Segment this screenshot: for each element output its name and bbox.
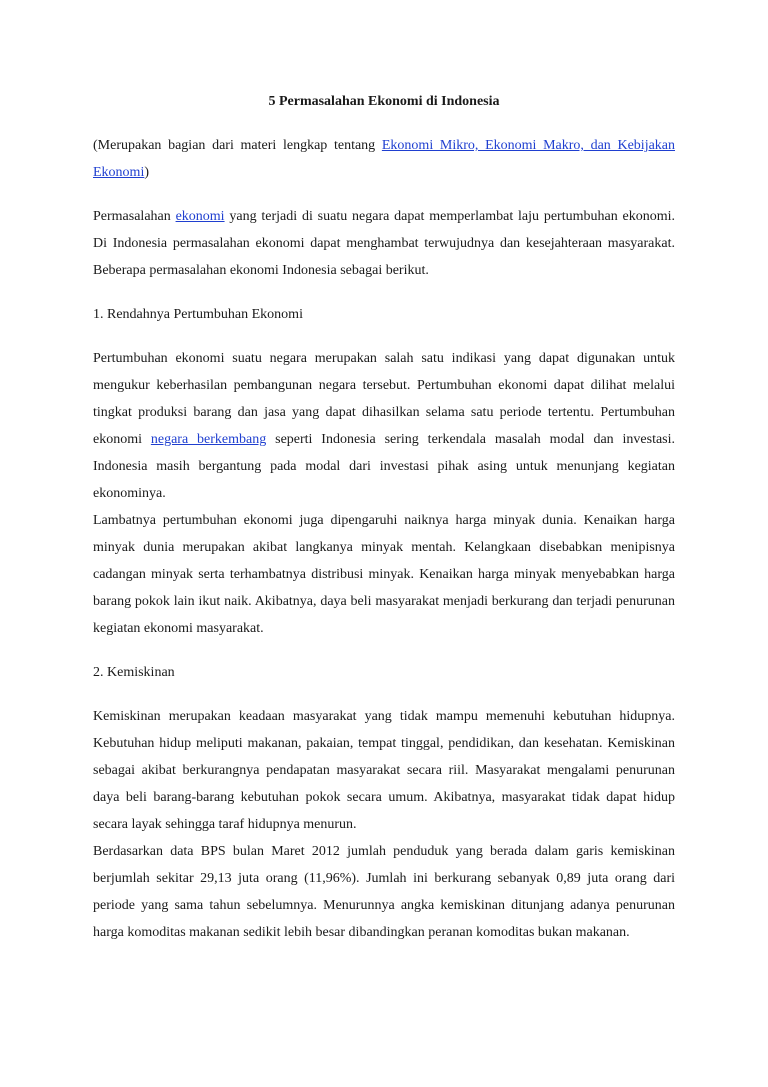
- document-page: [93, 88, 675, 963]
- section1-p1-after: seperti Indonesia sering terkendala masalah modal dan investasi. Indonesia masih bergantung pada modal dari investasi pihak asing untuk menunjang kegiatan ekonominya.: [93, 432, 676, 501]
- section-heading-pertumbuhan: 1. Rendahnya Pertumbuhan Ekonomi: [93, 307, 303, 322]
- section-heading-kemiskinan: 2. Kemiskinan: [93, 665, 175, 680]
- link-ekonomi[interactable]: ekonomi: [175, 209, 225, 224]
- section1-p1-before: Pertumbuhan ekonomi suatu negara merupakan salah satu indikasi yang dapat digunakan untuk mengukur keberhasilan pembangunan negara tersebut. Pertumbuhan ekonomi dapat dilihat melalui tingkat produksi barang dan jasa yang dapat dihasilkan selama satu periode tertentu. Pertumbuhan ekonomi: [93, 351, 675, 447]
- intro-text-after: ): [144, 165, 150, 180]
- link-negara-berkembang[interactable]: negara berkembang: [150, 432, 267, 447]
- section2-paragraph-2: Berdasarkan data BPS bulan Maret 2012 jumlah penduduk yang berada dalam garis kemiskinan berjumlah sekitar 29,13 juta orang (11,96%). Jumlah ini berkurang sebanyak 0,89 juta orang dari periode yang sama tahun sebelumnya. Menurunnya angka kemiskinan ditunjang adanya penurunan harga komoditas makanan sedikit lebih besar dibandingkan peranan komoditas bukan makanan.: [93, 844, 675, 940]
- link-materi-ekonomi[interactable]: Ekonomi Mikro, Ekonomi Makro, dan Kebijakan Ekonomi: [93, 138, 676, 180]
- intro-text-before: (Merupakan bagian dari materi lengkap tentang: [93, 138, 382, 153]
- intro-paragraph: [93, 132, 675, 186]
- paragraph-permasalahan: [93, 203, 675, 284]
- section1-paragraph-2: Lambatnya pertumbuhan ekonomi juga dipengaruhi naiknya harga minyak dunia. Kenaikan harga minyak dunia merupakan akibat langkanya minyak mentah. Kelangkaan disebabkan menipisnya cadangan minyak serta terhambatnya distribusi minyak. Kenaikan harga minyak menyebabkan harga barang pokok lain ikut naik. Akibatnya, daya beli masyarakat menjadi berkurang dan terjadi penurunan kegiatan ekonomi masyarakat.: [93, 513, 675, 636]
- section1-paragraph-1: [93, 345, 675, 507]
- section2-paragraph-1: Kemiskinan merupakan keadaan masyarakat yang tidak mampu memenuhi kebutuhan hidupnya. Kebutuhan hidup meliputi makanan, pakaian, tempat tinggal, pendidikan, dan kesehatan. Kemiskinan sebagai akibat berkurangnya pendapatan masyarakat secara riil. Masyarakat mengalami penurunan daya beli barang-barang kebutuhan pokok secara umum. Akibatnya, masyarakat tidak dapat hidup secara layak sehingga taraf hidupnya menurun.: [93, 709, 675, 832]
- para1-text-before: Permasalahan: [93, 209, 176, 224]
- para1-text-after: yang terjadi di suatu negara dapat memperlambat laju pertumbuhan ekonomi. Di Indonesia permasalahan ekonomi dapat menghambat terwujudnya dan kesejahteraan masyarakat. Beberapa permasalahan ekonomi Indonesia sebagai berikut.: [93, 209, 676, 278]
- document-title: 5 Permasalahan Ekonomi di Indonesia: [268, 94, 500, 109]
